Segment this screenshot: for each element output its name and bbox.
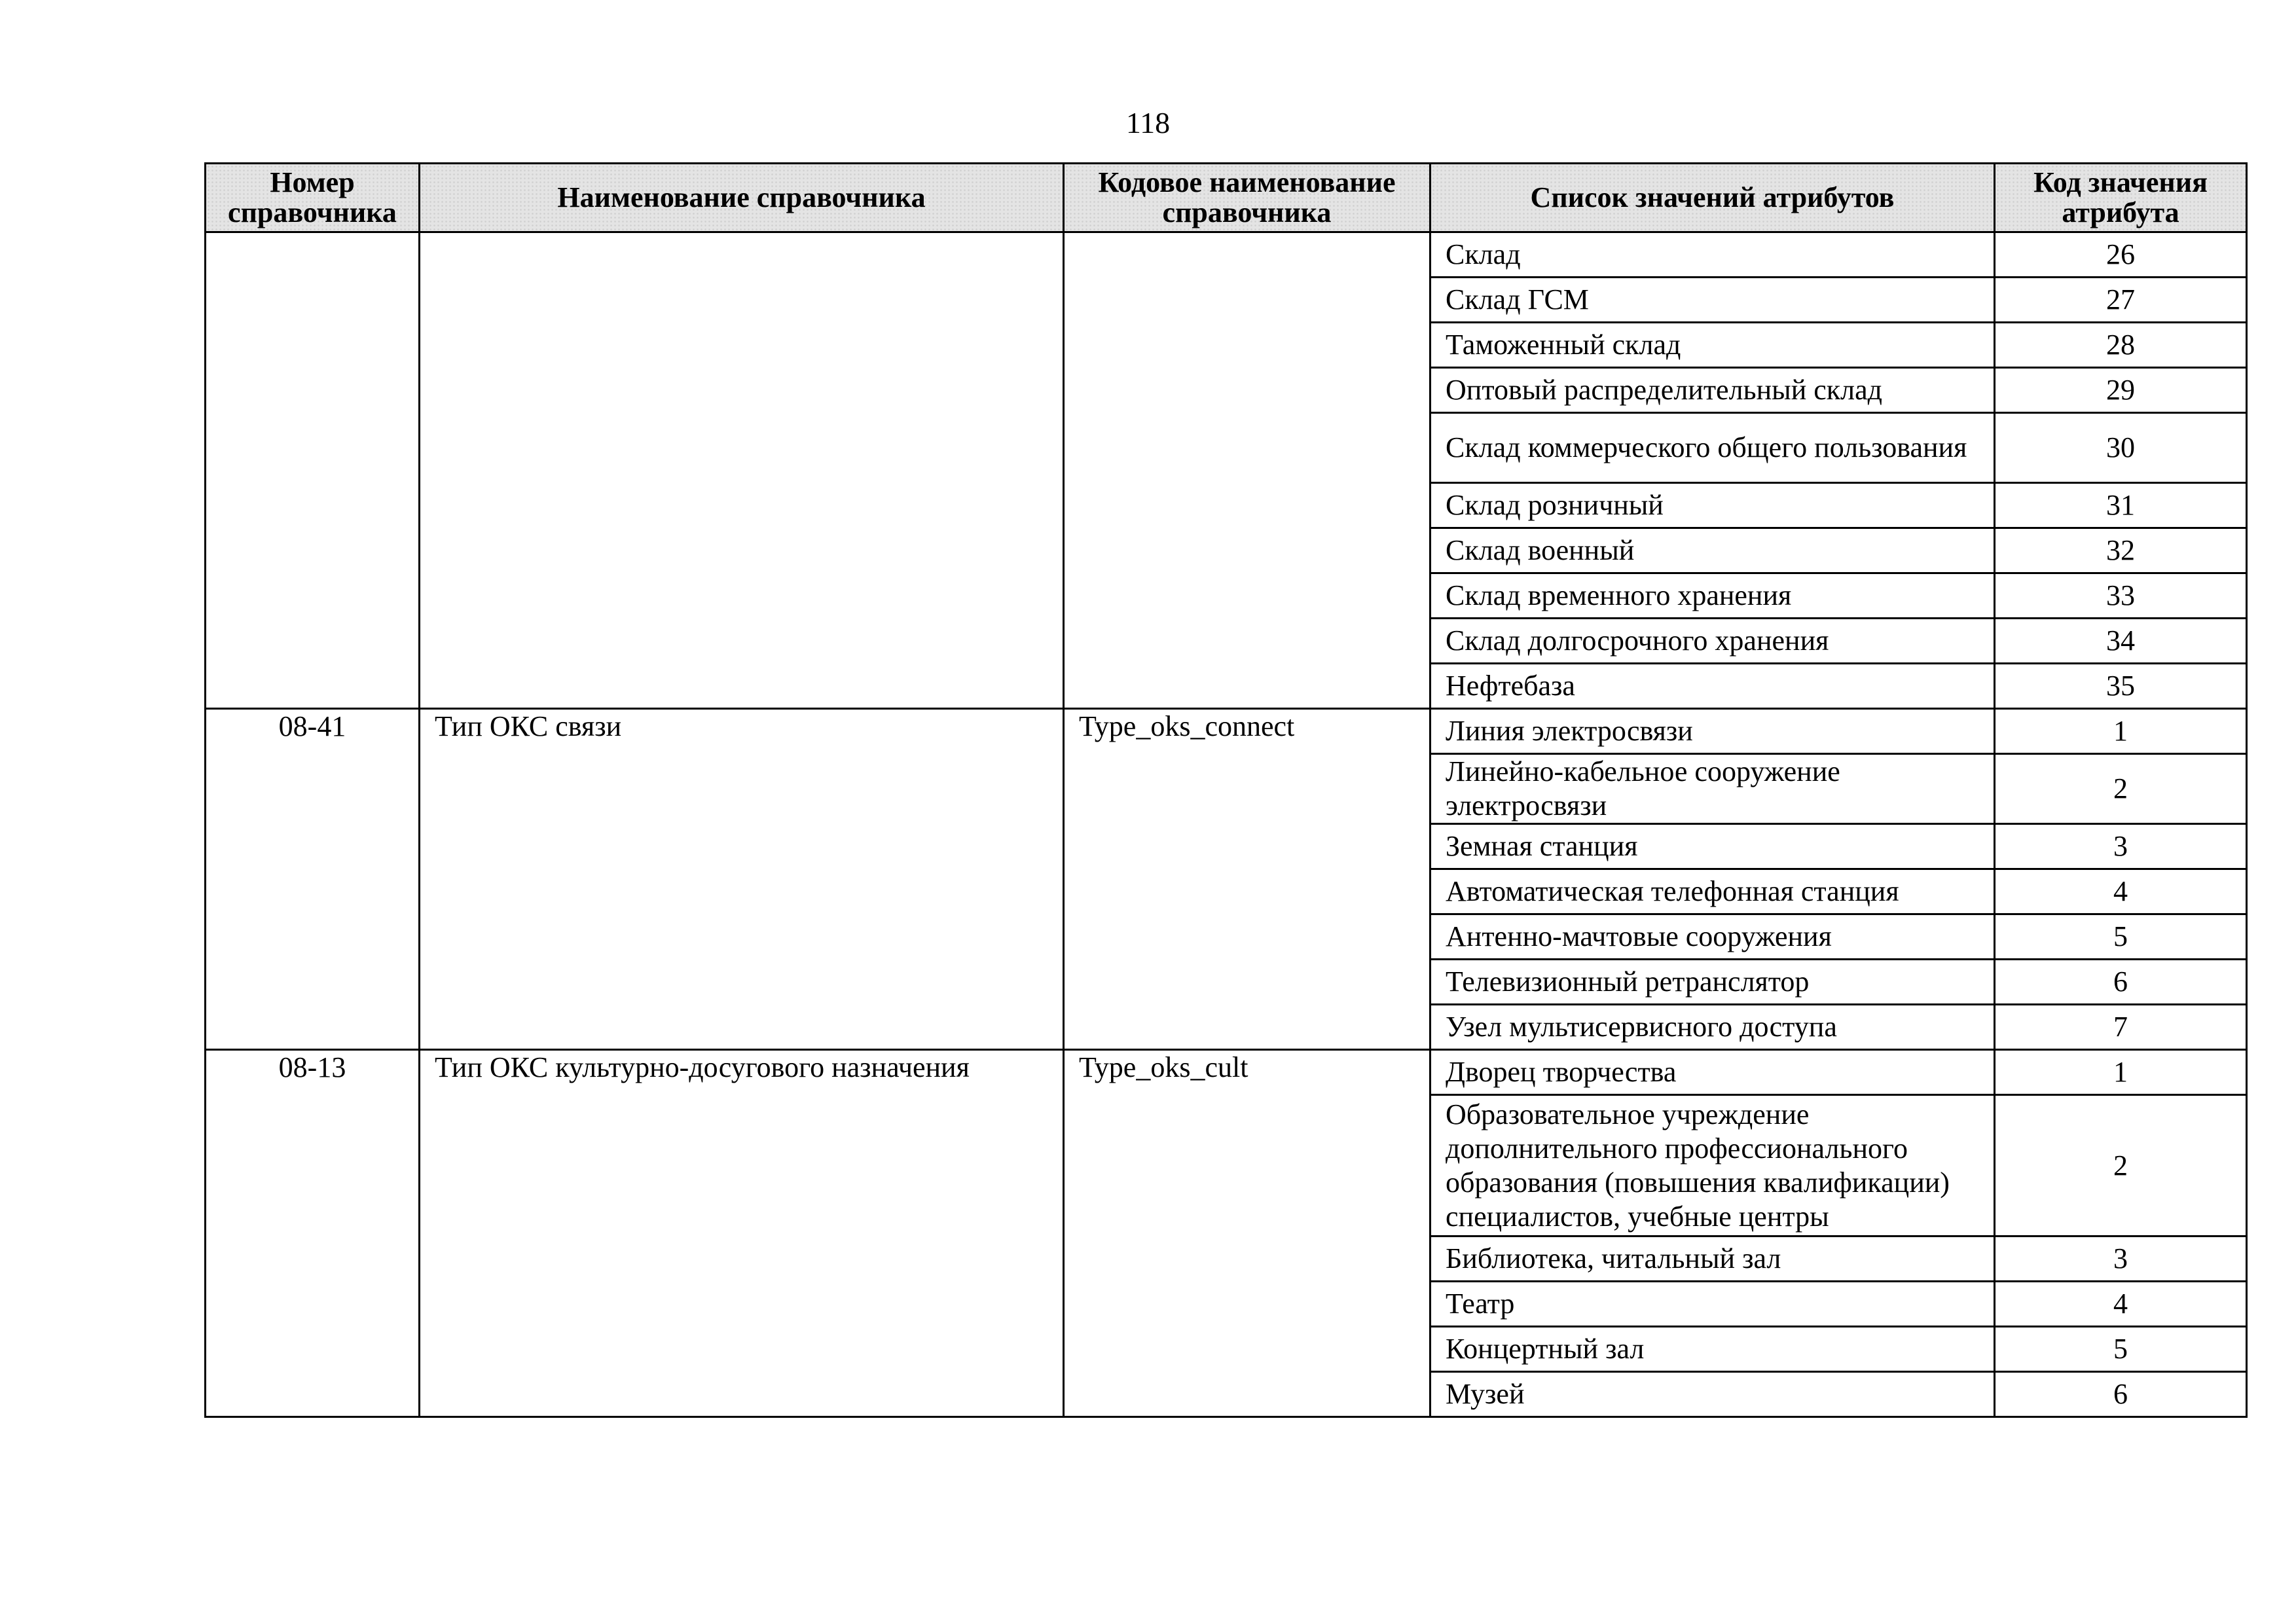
attribute-code-cell: 28 (1995, 323, 2247, 368)
attribute-value-cell: Антенно-мачтовые сооружения (1430, 914, 1995, 960)
attribute-code-cell: 27 (1995, 278, 2247, 323)
attribute-value-cell: Склад ГСМ (1430, 278, 1995, 323)
attribute-code-cell: 30 (1995, 413, 2247, 483)
attribute-code-cell: 35 (1995, 664, 2247, 709)
attribute-value-cell: Склад военный (1430, 528, 1995, 573)
attribute-code-cell: 34 (1995, 619, 2247, 664)
table-body (206, 232, 2247, 1417)
table-row (206, 232, 2247, 278)
page-number: 118 (1125, 106, 1171, 139)
attribute-code-cell: 7 (1995, 1005, 2247, 1050)
reference-name-cell: Тип ОКС культурно-досугового назначения (420, 1050, 1064, 1417)
attribute-code-cell: 4 (1995, 869, 2247, 914)
reference-code-cell (1064, 232, 1430, 709)
table-row (206, 709, 2247, 754)
reference-number-cell (206, 232, 420, 709)
header-reference-code: Кодовое наименование справочника (1064, 164, 1430, 232)
attribute-value-cell: Нефтебаза (1430, 664, 1995, 709)
header-attribute-value-code: Код значения атрибута (1995, 164, 2247, 232)
attribute-value-cell: Склад долгосрочного хранения (1430, 619, 1995, 664)
reference-code-cell: Type_oks_connect (1064, 709, 1430, 1050)
attribute-code-cell: 31 (1995, 483, 2247, 528)
attribute-value-cell: Автоматическая телефонная станция (1430, 869, 1995, 914)
reference-name-cell (420, 232, 1064, 709)
attribute-code-cell: 5 (1995, 914, 2247, 960)
table-header (206, 164, 2247, 232)
attribute-value-cell: Линия электросвязи (1430, 709, 1995, 754)
attribute-code-cell: 26 (1995, 232, 2247, 278)
attribute-value-cell: Библиотека, читальный зал (1430, 1236, 1995, 1282)
attribute-code-cell: 3 (1995, 824, 2247, 869)
header-reference-number: Номер справочника (206, 164, 420, 232)
attribute-value-cell: Дворец творчества (1430, 1050, 1995, 1095)
header-reference-name: Наименование справочника (420, 164, 1064, 232)
reference-code-cell: Type_oks_cult (1064, 1050, 1430, 1417)
attribute-code-cell: 29 (1995, 368, 2247, 413)
attribute-code-cell: 32 (1995, 528, 2247, 573)
attribute-value-cell: Оптовый распределительный склад (1430, 368, 1995, 413)
attribute-code-cell: 6 (1995, 1372, 2247, 1417)
attribute-code-cell: 1 (1995, 1050, 2247, 1095)
reference-number-cell: 08-41 (206, 709, 420, 1050)
attribute-value-cell: Склад (1430, 232, 1995, 278)
attribute-value-cell: Музей (1430, 1372, 1995, 1417)
attribute-value-cell: Театр (1430, 1282, 1995, 1327)
attribute-value-cell: Таможенный склад (1430, 323, 1995, 368)
attribute-code-cell: 6 (1995, 960, 2247, 1005)
reference-table (204, 162, 2248, 1418)
attribute-value-cell: Земная станция (1430, 824, 1995, 869)
attribute-value-cell: Склад коммерческого общего пользования (1430, 413, 1995, 483)
table-row (206, 1050, 2247, 1095)
attribute-code-cell: 2 (1995, 1095, 2247, 1236)
attribute-value-cell: Концертный зал (1430, 1327, 1995, 1372)
attribute-code-cell: 3 (1995, 1236, 2247, 1282)
attribute-code-cell: 1 (1995, 709, 2247, 754)
reference-name-cell: Тип ОКС связи (420, 709, 1064, 1050)
header-attribute-values: Список значений атрибутов (1430, 164, 1995, 232)
attribute-code-cell: 4 (1995, 1282, 2247, 1327)
attribute-value-cell: Телевизионный ретранслятор (1430, 960, 1995, 1005)
attribute-value-cell: Образовательное учреждение дополнительного профессионального образования (повышения квалификации) специалистов, учебные центры (1430, 1095, 1995, 1236)
header-row (206, 164, 2247, 232)
attribute-value-cell: Линейно-кабельное сооружение электросвязи (1430, 754, 1995, 824)
attribute-value-cell: Склад розничный (1430, 483, 1995, 528)
attribute-value-cell: Склад временного хранения (1430, 573, 1995, 619)
reference-number-cell: 08-13 (206, 1050, 420, 1417)
attribute-code-cell: 2 (1995, 754, 2247, 824)
attribute-value-cell: Узел мультисервисного доступа (1430, 1005, 1995, 1050)
attribute-code-cell: 5 (1995, 1327, 2247, 1372)
attribute-code-cell: 33 (1995, 573, 2247, 619)
